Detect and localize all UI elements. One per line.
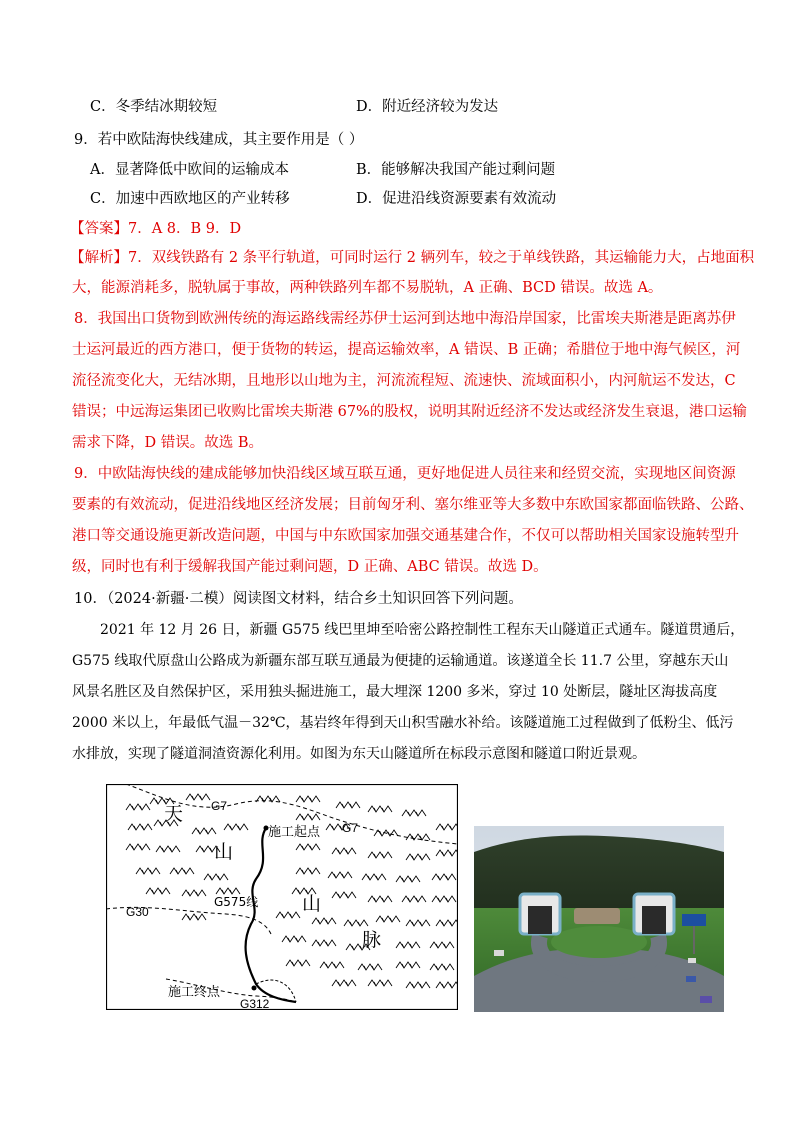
tunnel-section-map [106,784,458,1010]
q9-option-b: B．能够解决我国产能过剩问题 [356,162,556,178]
mountain-label-tian: 天 [164,803,184,825]
analysis-line: 需求下降，D 错误。故选 B。 [72,435,263,451]
end-point-marker [252,986,257,991]
analysis-line: 要素的有效流动，促进沿线地区经济发展；目前匈牙利、塞尔维亚等大多数中东欧国家都面临铁路、公路、 [72,497,754,513]
analysis-line: 流径流变化大，无结冰期，且地形以山地为主，河流流程短、流速快、流域面积小，内河航运不发达，C [72,373,736,389]
q10-material-line: 2000 米以上，年最低气温－32℃，基岩终年得到天山积雪融水补给。该隧道施工过程做到了低粉尘、低污 [72,715,734,731]
g7-right-label: G7 [342,821,359,835]
q10-material-line: 风景名胜区及自然保护区，采用独头掘进施工，最大埋深 1200 多米，穿过 10 处断层，隧址区海拔高度 [72,684,718,700]
analysis-line: 9．中欧陆海快线的建成能够加快沿线区域互联互通，更好地促进人员往来和经贸交流，实现地区间资源 [74,466,736,482]
q9-stem: 9．若中欧陆海快线建成，其主要作用是（ ） [74,132,364,148]
q9-option-a: A．显著降低中欧间的运输成本 [90,162,289,178]
g7-top-label: G7 [211,799,228,813]
q9-option-d: D．促进沿线资源要素有效流动 [356,191,557,207]
start-point-marker [264,826,269,831]
tunnel-entrance-photo [474,826,724,1012]
analysis-line: 【解析】7．双线铁路有 2 条平行轨道，可同时运行 2 辆列车，较之于单线铁路，其运输能力大，占地面积 [70,250,755,266]
q10-material-line: 2021 年 12 月 26 日，新疆 G575 线巴里坤至哈密公路控制性工程东天山隧道正式通车。隧道贯通后， [100,622,745,638]
route-label: G575线 [214,895,259,909]
start-label: 施工起点 [268,825,321,840]
g30-label: G30 [126,905,149,919]
answer-line: 【答案】7．A 8．B 9．D [70,221,242,237]
q8-option-c: C．冬季结冰期较短 [90,99,218,115]
q10-heading: 10．（2024·新疆·二模）阅读图文材料，结合乡土知识回答下列问题。 [74,591,523,607]
analysis-line: 港口等交通设施更新改造问题，中国与中东欧国家加强交通基建合作，不仅可以帮助相关国家设施转型升 [72,528,739,544]
q8-option-d: D．附近经济较为发达 [356,99,499,115]
analysis-line: 8．我国出口货物到欧洲传统的海运路线需经苏伊士运河到达地中海沿岸国家，比雷埃夫斯港是距离苏伊 [74,311,736,327]
analysis-line: 级，同时也有利于缓解我国产能过剩问题，D 正确、ABC 错误。故选 D。 [72,559,548,575]
q10-material-line: 水排放，实现了隧道洞渣资源化利用。如图为东天山隧道所在标段示意图和隧道口附近景观。 [72,746,646,762]
g312-label: G312 [240,997,270,1010]
analysis-line: 大，能源消耗多，脱轨属于事故，两种铁路列车都不易脱轨，A 正确、BCD 错误。故选 A。 [72,280,663,296]
q10-material-line: G575 线取代原盘山公路成为新疆东部互联互通最为便捷的运输通道。该遂道全长 11.7 公里，穿越东天山 [72,653,729,669]
mountain-label-shan: 山 [214,841,234,863]
analysis-line: 错误；中远海运集团已收购比雷埃夫斯港 67%的股权，说明其附近经济不发达或经济发生衰退，港口运输 [72,404,747,420]
end-label: 施工终点 [168,985,221,1000]
analysis-line: 士运河最近的西方港口，便于货物的转运，提高运输效率，A 错误、B 正确；希腊位于地中海气候区，河 [72,342,741,358]
mountain-label-mai: 脉 [362,929,382,951]
mountain-label-shan: 山 [302,893,322,915]
q9-option-c: C．加速中西欧地区的产业转移 [90,191,290,207]
